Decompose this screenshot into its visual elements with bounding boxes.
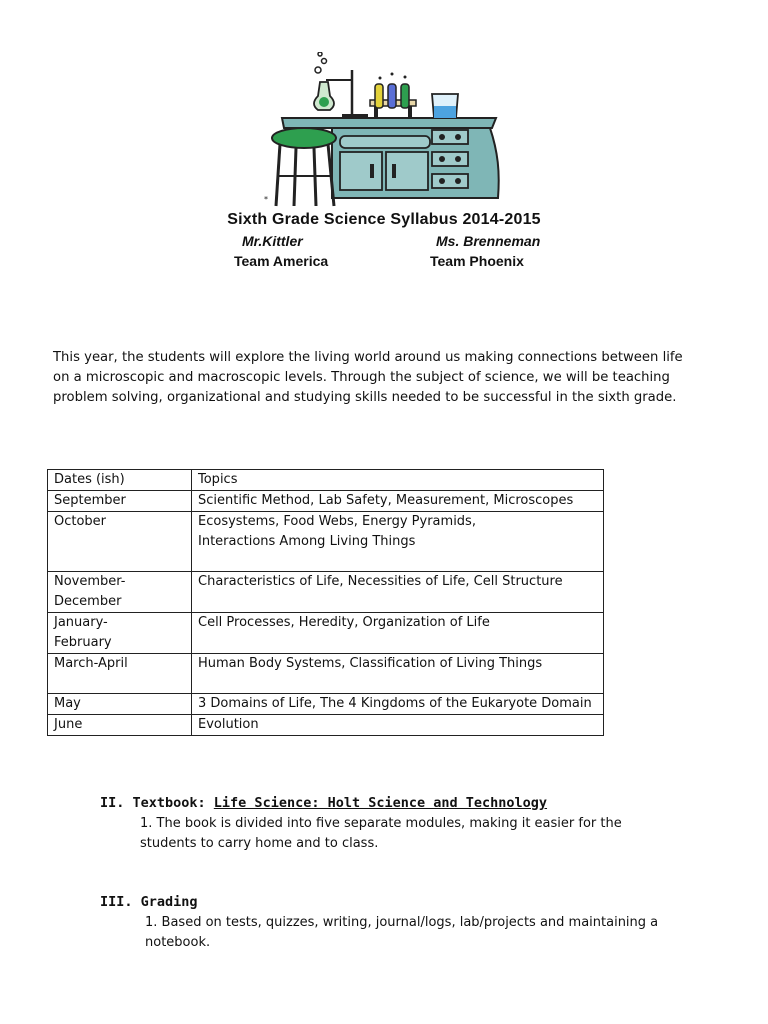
textbook-item: 1. The book is divided into five separate modules, making it easier for the students to carry home and to class. xyxy=(140,816,622,851)
topic-cell: Ecosystems, Food Webs, Energy Pyramids, Interactions Among Living Things xyxy=(192,512,604,572)
date-cell: September xyxy=(48,491,192,512)
topic-cell: 3 Domains of Life, The 4 Kingdoms of the Eukaryote Domain xyxy=(192,694,604,715)
grading-heading: III. Grading xyxy=(100,894,198,910)
table-row xyxy=(48,572,604,613)
column-header-topics: Topics xyxy=(192,470,604,491)
team-name-right: Team Phoenix xyxy=(430,253,524,269)
textbook-title: Life Science: Holt Science and Technology xyxy=(213,795,548,811)
date-cell: October xyxy=(48,512,192,572)
svg-text:*: * xyxy=(264,195,268,204)
date-cell: January-February xyxy=(48,613,192,654)
page-title: Sixth Grade Science Syllabus 2014-2015 xyxy=(227,211,541,228)
date-cell: May xyxy=(48,694,192,715)
table-row xyxy=(48,694,604,715)
topic-cell: Scientific Method, Lab Safety, Measurement, Microscopes xyxy=(192,491,604,512)
table-header-row xyxy=(48,470,604,491)
date-cell: November-December xyxy=(48,572,192,613)
topic-cell: Cell Processes, Heredity, Organization of Life xyxy=(192,613,604,654)
teacher-name-left: Mr.Kittler xyxy=(242,233,303,249)
table-row xyxy=(48,613,604,654)
date-cell: June xyxy=(48,715,192,736)
schedule-table xyxy=(47,469,604,736)
table-row xyxy=(48,654,604,694)
table-row xyxy=(48,715,604,736)
grading-item: 1. Based on tests, quizzes, writing, journal/logs, lab/projects and maintaining a notebook. xyxy=(145,915,659,950)
science-lab-illustration xyxy=(262,52,508,212)
table-row xyxy=(48,491,604,512)
table-row xyxy=(48,512,604,572)
topic-cell: Evolution xyxy=(192,715,604,736)
teacher-name-right: Ms. Brenneman xyxy=(436,233,541,249)
date-cell: March-April xyxy=(48,654,192,694)
intro-paragraph: This year, the students will explore the living world around us making connections between life on a microscopic and macroscopic levels. Through the subject of science, we will be teaching problem solving, organizational and studying skills needed to be successful in the sixth grade. xyxy=(53,350,683,405)
textbook-heading-label: II. Textbook: xyxy=(100,795,214,811)
team-name-left: Team America xyxy=(234,253,329,269)
topic-cell: Human Body Systems, Classification of Living Things xyxy=(192,654,604,694)
textbook-heading xyxy=(100,795,547,811)
column-header-dates: Dates (ish) xyxy=(48,470,192,491)
topic-cell: Characteristics of Life, Necessities of Life, Cell Structure xyxy=(192,572,604,613)
